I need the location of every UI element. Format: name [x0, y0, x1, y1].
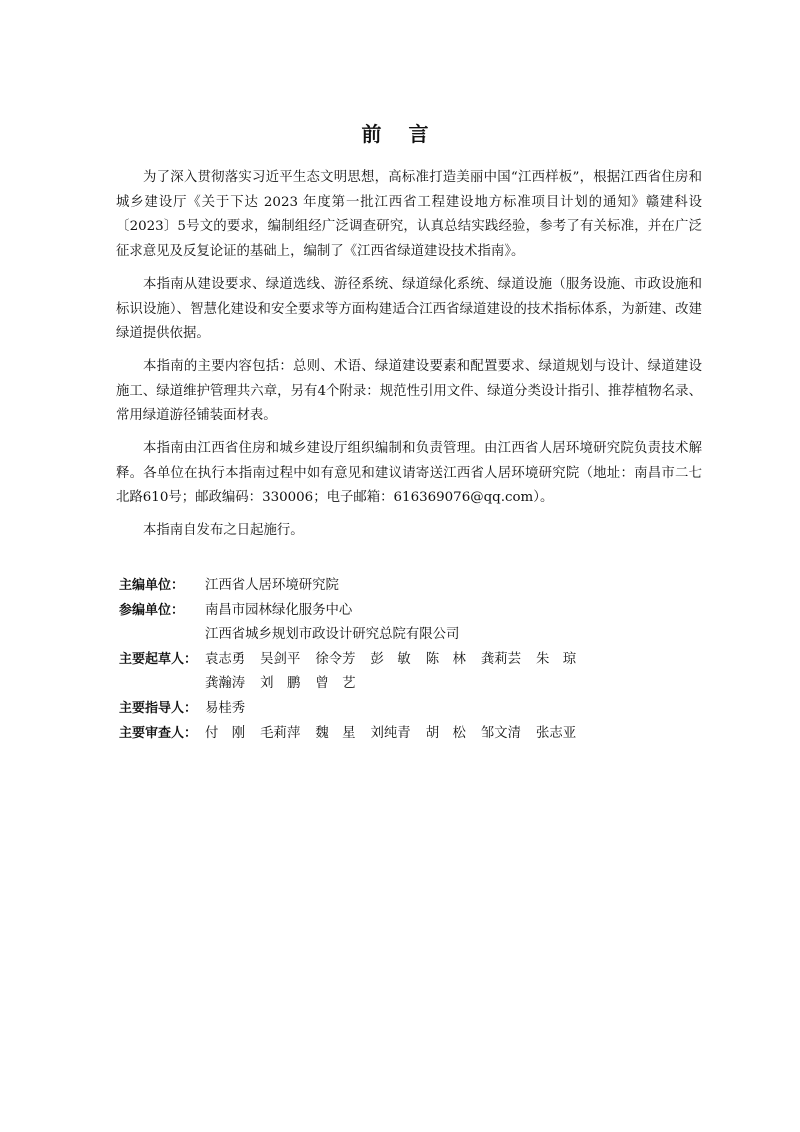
credit-entry: 曾 艺 — [315, 676, 356, 692]
credit-entry: 刘 鹏 — [260, 676, 301, 692]
paragraph-effective-date: 本指南自发布之日起施行。 — [143, 523, 304, 539]
credit-chief-editor — [119, 574, 719, 599]
credit-entry: 徐令芳 — [315, 651, 356, 667]
credit-label: 参编单位： — [119, 602, 185, 618]
credit-label: 主要审查人： — [119, 725, 198, 741]
credit-values — [205, 574, 339, 599]
credit-entry: 刘纯青 — [370, 725, 411, 741]
credit-label: 主要起草人： — [119, 651, 198, 667]
credit-entry: 付 刚 — [205, 725, 246, 741]
credit-entry: 江西省城乡规划市政设计研究总院有限公司 — [205, 627, 460, 643]
credit-line — [205, 623, 459, 648]
credit-entry: 张志亚 — [536, 725, 577, 741]
credit-values — [205, 697, 245, 722]
paragraph-management: 本指南由江西省住房和城乡建设厅组织编制和负责管理。由江西省人居环境研究院负责技术解释。各单位在执行本指南过程中如有意见和建议请寄送江西省人居环境研究院（地址：南昌市二七北路610号；邮政编码：330006；电子邮箱：616369076@qq.com）。 — [116, 441, 702, 506]
paragraph-purpose: 为了深入贯彻落实习近平生态文明思想，高标准打造美丽中国“江西样板”，根据江西省住房和城乡建设厅《关于下达 2023 年度第一批江西省工程建设地方标准项目计划的通知》赣建科设〔2023〕5号文的要求，编制组经广泛调查研究，认真总结实践经验，参考了有关标准，并在广泛征求意见及反复论证的基础上，编制了《江西省绿道建设技术指南》。 — [116, 170, 702, 260]
credit-entry: 吴剑平 — [260, 651, 301, 667]
credit-entry: 陈 林 — [425, 651, 466, 667]
credit-values — [205, 648, 591, 697]
paragraph-scope: 本指南从建设要求、绿道选线、游径系统、绿道绿化系统、绿道设施（服务设施、市政设施和标识设施）、智慧化建设和安全要求等方面构建适合江西省绿道建设的技术指标体系，为新建、改建绿道提供依据。 — [116, 276, 702, 342]
credit-advisors — [119, 697, 719, 722]
credit-values — [205, 599, 459, 648]
credit-line — [205, 574, 339, 599]
credit-line — [205, 648, 591, 673]
credit-line — [205, 697, 245, 722]
credit-entry: 毛莉萍 — [260, 725, 301, 741]
credit-line — [205, 599, 459, 624]
credit-co-editors — [119, 599, 719, 648]
credit-label: 主要指导人： — [119, 700, 198, 716]
credits-section — [119, 574, 719, 746]
credit-entry: 龚莉芸 — [480, 651, 522, 667]
credit-entry: 龚瀚涛 — [205, 676, 246, 692]
credit-drafters — [119, 648, 719, 697]
credit-label: 主编单位： — [119, 578, 185, 593]
credit-entry: 袁志勇 — [205, 651, 246, 667]
page-title: 前 言 — [361, 122, 439, 146]
credit-reviewers — [119, 722, 719, 747]
credit-entry: 易桂秀 — [205, 700, 246, 716]
credit-entry: 邹文清 — [480, 725, 522, 741]
paragraph-contents: 本指南的主要内容包括：总则、术语、绿道建设要素和配置要求、绿道规划与设计、绿道建设施工、绿道维护管理共六章，另有4个附录：规范性引用文件、绿道分类设计指引、推荐植物名录、常用绿道游径铺装面材表。 — [116, 358, 702, 424]
credit-entry: 南昌市园林绿化服务中心 — [205, 602, 353, 618]
foreword-body — [116, 166, 702, 552]
credit-entry: 彭 敏 — [370, 651, 411, 667]
credit-entry: 胡 松 — [425, 725, 466, 741]
credit-entry: 魏 星 — [315, 725, 356, 741]
credit-entry: 江西省人居环境研究院 — [205, 578, 339, 593]
credit-line — [205, 722, 591, 747]
credit-values — [205, 722, 591, 747]
credit-entry: 朱 琼 — [536, 651, 577, 667]
credit-line — [205, 672, 591, 697]
